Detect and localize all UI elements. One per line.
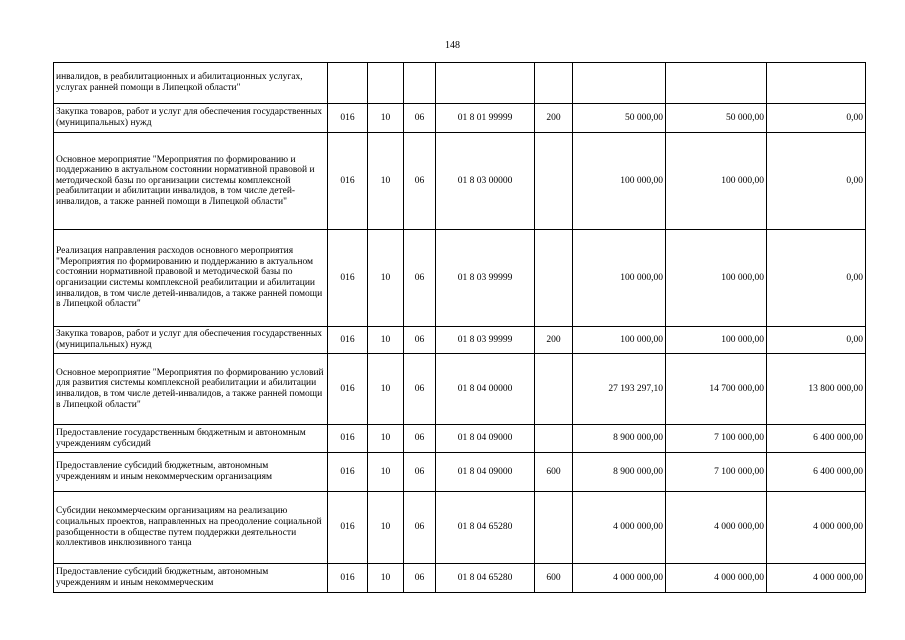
amount-year2-cell: 7 100 000,00 bbox=[666, 425, 767, 453]
grbs-cell: 016 bbox=[328, 453, 368, 492]
expense-type-cell: 200 bbox=[535, 327, 573, 354]
amount-year1-cell: 100 000,00 bbox=[573, 230, 666, 327]
subsection-cell bbox=[404, 63, 436, 104]
amount-year3-cell: 0,00 bbox=[767, 230, 866, 327]
amount-year1-cell bbox=[573, 63, 666, 104]
target-article-cell: 01 8 03 99999 bbox=[436, 327, 535, 354]
grbs-cell: 016 bbox=[328, 354, 368, 425]
amount-year2-cell: 50 000,00 bbox=[666, 104, 767, 133]
subsection-cell: 06 bbox=[404, 492, 436, 564]
section-cell: 10 bbox=[368, 492, 404, 564]
grbs-cell bbox=[328, 63, 368, 104]
amount-year2-cell: 100 000,00 bbox=[666, 230, 767, 327]
expense-type-cell bbox=[535, 230, 573, 327]
expense-type-cell bbox=[535, 63, 573, 104]
row-name-cell: Предоставление субсидий бюджетным, автономным учреждениям и иным некоммерческим bbox=[54, 564, 328, 593]
row-name-cell: Основное мероприятие "Мероприятия по формированию и поддержанию в актуальном состоянии нормативной правовой и методической базы по организации системы комплексной реабилитации и абилитации инвалидов, в том числе детей-инвалидов, а также ранней помощи в Липецкой области" bbox=[54, 133, 328, 230]
table-row bbox=[54, 564, 866, 593]
target-article-cell: 01 8 04 09000 bbox=[436, 425, 535, 453]
amount-year2-cell: 4 000 000,00 bbox=[666, 492, 767, 564]
target-article-cell: 01 8 03 00000 bbox=[436, 133, 535, 230]
grbs-cell: 016 bbox=[328, 230, 368, 327]
table-body bbox=[54, 63, 866, 593]
row-name-cell: Закупка товаров, работ и услуг для обеспечения государственных (муниципальных) нужд bbox=[54, 327, 328, 354]
amount-year2-cell bbox=[666, 63, 767, 104]
grbs-cell: 016 bbox=[328, 327, 368, 354]
row-name-cell: инвалидов, в реабилитационных и абилитационных услугах, услугах ранней помощи в Липецкой области" bbox=[54, 63, 328, 104]
table-row bbox=[54, 104, 866, 133]
subsection-cell: 06 bbox=[404, 133, 436, 230]
table-row bbox=[54, 492, 866, 564]
expense-type-cell: 600 bbox=[535, 564, 573, 593]
expense-type-cell bbox=[535, 492, 573, 564]
amount-year1-cell: 100 000,00 bbox=[573, 327, 666, 354]
expense-type-cell bbox=[535, 425, 573, 453]
table-row bbox=[54, 230, 866, 327]
amount-year3-cell: 4 000 000,00 bbox=[767, 564, 866, 593]
budget-table bbox=[53, 62, 866, 593]
row-name-cell: Предоставление субсидий бюджетным, автономным учреждениям и иным некоммерческим организациям bbox=[54, 453, 328, 492]
expense-type-cell: 600 bbox=[535, 453, 573, 492]
target-article-cell: 01 8 03 99999 bbox=[436, 230, 535, 327]
expense-type-cell bbox=[535, 133, 573, 230]
grbs-cell: 016 bbox=[328, 133, 368, 230]
amount-year1-cell: 100 000,00 bbox=[573, 133, 666, 230]
subsection-cell: 06 bbox=[404, 453, 436, 492]
amount-year1-cell: 27 193 297,10 bbox=[573, 354, 666, 425]
section-cell: 10 bbox=[368, 230, 404, 327]
subsection-cell: 06 bbox=[404, 354, 436, 425]
amount-year3-cell bbox=[767, 63, 866, 104]
amount-year1-cell: 8 900 000,00 bbox=[573, 425, 666, 453]
amount-year3-cell: 6 400 000,00 bbox=[767, 453, 866, 492]
grbs-cell: 016 bbox=[328, 492, 368, 564]
target-article-cell: 01 8 04 65280 bbox=[436, 492, 535, 564]
target-article-cell: 01 8 04 65280 bbox=[436, 564, 535, 593]
section-cell: 10 bbox=[368, 425, 404, 453]
subsection-cell: 06 bbox=[404, 104, 436, 133]
amount-year1-cell: 50 000,00 bbox=[573, 104, 666, 133]
row-name-cell: Предоставление государственным бюджетным и автономным учреждениям субсидий bbox=[54, 425, 328, 453]
amount-year2-cell: 14 700 000,00 bbox=[666, 354, 767, 425]
target-article-cell: 01 8 04 09000 bbox=[436, 453, 535, 492]
row-name-cell: Основное мероприятие "Мероприятия по формированию условий для развития системы комплексной реабилитации и абилитации инвалидов, в том числе детей-инвалидов, а также ранней помощи в Липецкой области" bbox=[54, 354, 328, 425]
table-row bbox=[54, 425, 866, 453]
target-article-cell bbox=[436, 63, 535, 104]
amount-year1-cell: 4 000 000,00 bbox=[573, 492, 666, 564]
page-number: 148 bbox=[445, 40, 460, 51]
grbs-cell: 016 bbox=[328, 104, 368, 133]
section-cell bbox=[368, 63, 404, 104]
grbs-cell: 016 bbox=[328, 425, 368, 453]
table-row bbox=[54, 354, 866, 425]
section-cell: 10 bbox=[368, 564, 404, 593]
table-row bbox=[54, 453, 866, 492]
subsection-cell: 06 bbox=[404, 230, 436, 327]
amount-year2-cell: 7 100 000,00 bbox=[666, 453, 767, 492]
target-article-cell: 01 8 01 99999 bbox=[436, 104, 535, 133]
table-row bbox=[54, 63, 866, 104]
expense-type-cell: 200 bbox=[535, 104, 573, 133]
row-name-cell: Закупка товаров, работ и услуг для обеспечения государственных (муниципальных) нужд bbox=[54, 104, 328, 133]
amount-year1-cell: 4 000 000,00 bbox=[573, 564, 666, 593]
row-name-cell: Субсидии некоммерческим организациям на реализацию социальных проектов, направленных на преодоление социальной разобщенности в обществе путем поддержки деятельности коллективов инклюзивного танца bbox=[54, 492, 328, 564]
amount-year3-cell: 0,00 bbox=[767, 133, 866, 230]
row-name-cell: Реализация направления расходов основного мероприятия "Мероприятия по формированию и поддержанию в актуальном состоянии нормативной правовой и методической базы по организации системы комплексной реабилитации и абилитации инвалидов, в том числе детей-инвалидов, а также ранней помощи в Липецкой области" bbox=[54, 230, 328, 327]
subsection-cell: 06 bbox=[404, 425, 436, 453]
subsection-cell: 06 bbox=[404, 564, 436, 593]
amount-year1-cell: 8 900 000,00 bbox=[573, 453, 666, 492]
grbs-cell: 016 bbox=[328, 564, 368, 593]
section-cell: 10 bbox=[368, 453, 404, 492]
amount-year2-cell: 4 000 000,00 bbox=[666, 564, 767, 593]
amount-year3-cell: 13 800 000,00 bbox=[767, 354, 866, 425]
subsection-cell: 06 bbox=[404, 327, 436, 354]
section-cell: 10 bbox=[368, 354, 404, 425]
amount-year2-cell: 100 000,00 bbox=[666, 327, 767, 354]
amount-year3-cell: 0,00 bbox=[767, 327, 866, 354]
table-row bbox=[54, 327, 866, 354]
amount-year2-cell: 100 000,00 bbox=[666, 133, 767, 230]
amount-year3-cell: 4 000 000,00 bbox=[767, 492, 866, 564]
table-row bbox=[54, 133, 866, 230]
expense-type-cell bbox=[535, 354, 573, 425]
target-article-cell: 01 8 04 00000 bbox=[436, 354, 535, 425]
section-cell: 10 bbox=[368, 133, 404, 230]
section-cell: 10 bbox=[368, 327, 404, 354]
section-cell: 10 bbox=[368, 104, 404, 133]
amount-year3-cell: 0,00 bbox=[767, 104, 866, 133]
amount-year3-cell: 6 400 000,00 bbox=[767, 425, 866, 453]
